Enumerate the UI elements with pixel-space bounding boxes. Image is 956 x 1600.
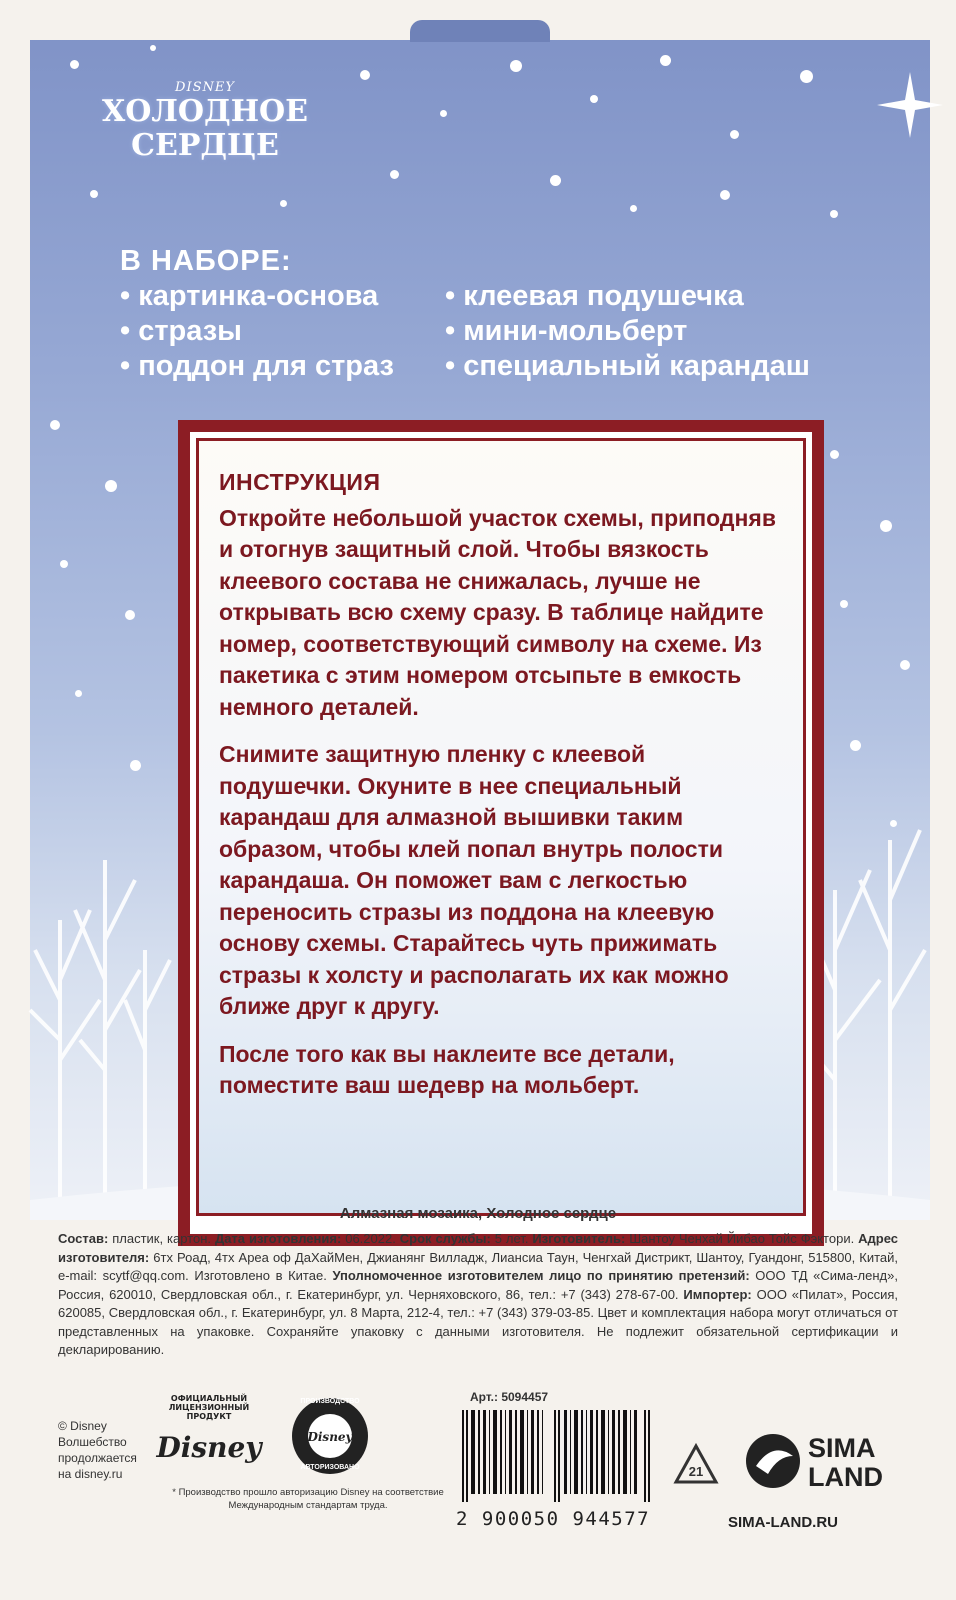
sima-logo-line1: SIMA: [808, 1433, 876, 1463]
legal-label: Импортер:: [683, 1286, 752, 1302]
brand-title-line1: ХОЛОДНОЕ: [101, 94, 309, 129]
product-name: Алмазная мозаика, Холодное сердце: [339, 1205, 617, 1222]
article-number: Арт.: 5094457: [470, 1390, 549, 1404]
star-icon: [875, 70, 945, 140]
disney-logo-icon: [156, 1421, 262, 1471]
kit-item: • мини-мольберт: [445, 315, 865, 348]
seal-top-text: ПРОИЗВОДСТВО: [300, 1398, 360, 1405]
sima-logo-line2: LAND: [808, 1462, 883, 1492]
barcode: [458, 1410, 658, 1502]
package-front-panel: [30, 0, 930, 1220]
legal-value: Шантоу Ченхай Йибао Тойс Фэктори.: [625, 1231, 859, 1246]
kit-item: • картинка-основа: [120, 280, 445, 313]
instruction-title: ИНСТРУКЦИЯ: [219, 469, 381, 495]
legal-value: пластик, картон.: [108, 1231, 215, 1246]
instruction-paragraph: После того как вы наклеите все детали, поместите ваш шедевр на мольберт.: [219, 1040, 675, 1098]
legal-text: [58, 1230, 898, 1360]
instruction-frame: [178, 420, 824, 1246]
svg-text:Disney: Disney: [307, 1430, 353, 1444]
legal-label: Срок службы:: [399, 1231, 491, 1246]
legal-label: Изготовитель:: [532, 1231, 626, 1246]
kit-item: • клеевая подушечка: [445, 280, 865, 313]
svg-text:Disney: Disney: [156, 1431, 262, 1464]
seal-bottom-text: АВТОРИЗОВАНО: [300, 1464, 360, 1471]
product-info: [58, 1205, 898, 1360]
legal-label: Уполномоченное изготовителем лицо по принятию претензий:: [332, 1268, 750, 1283]
brand-title-line2: СЕРДЦЕ: [131, 128, 279, 163]
legal-value: ООО «Пилат», Россия, 620085, Свердловская обл., г. Екатеринбург, ул. 8 Марта, 212-4, тел.: +7 (343) 379-03-85. Цвет и комплектация набора могут отличаться от представленных на упаковке. Сохраняйте упаковку с данными изготовителя. Не подлежит обязательной сертификации и декларированию.: [58, 1286, 898, 1357]
license-badge: [156, 1394, 262, 1474]
recycle-icon: [670, 1442, 722, 1494]
legal-label: Адрес изготовителя:: [58, 1231, 898, 1265]
kit-item: • стразы: [120, 315, 445, 348]
kit-heading: В НАБОРЕ:: [120, 245, 292, 277]
kit-item: • поддон для страз: [120, 350, 445, 383]
legal-label: Дата изготовления:: [214, 1231, 342, 1246]
disney-label: DISNEY: [175, 80, 235, 95]
barcode-number: 2 900050 944577: [456, 1508, 651, 1530]
logos-row: [58, 1390, 898, 1570]
kit-item: • специальный карандаш: [445, 350, 865, 383]
legal-value: ООО ТД «Сима-ленд», Россия, 620010, Свердловская обл., г. Екатеринбург, ул. Черняховского, 86, тел.: +7 (343) 278-67-00.: [58, 1268, 898, 1302]
instruction-panel: [196, 438, 806, 1216]
legal-label: Состав:: [58, 1231, 109, 1246]
legal-value: 06.2022.: [341, 1231, 400, 1246]
instruction-paragraph: Снимите защитную пленку с клеевой подушечки. Окуните в нее специальный карандаш для алмазной вышивки таким образом, чтобы клей попал внутрь полости карандаша. Он поможет вам с легкостью переносить стразы из поддона на клеевую основу схемы. Старайтесь чуть прижимать стразы к холсту и располагать их как можно ближе друг к другу.: [219, 741, 729, 1019]
recycle-code: 21: [688, 1464, 704, 1479]
instruction-paragraph: Откройте небольшой участок схемы, приподняв и отогнув защитный слой. Чтобы вязкость клеевого состава не снижалась, лучше не открывать всю схему сразу. В таблице найдите номер, соответствующий символу на схеме. Из пакетика с этим номером отсыпьте в емкость немного деталей.: [219, 504, 776, 720]
authorization-note: * Производство прошло авторизацию Disney на соответствие Международным стандартам труда.: [172, 1487, 444, 1511]
frozen-logo: [90, 80, 320, 163]
hang-tab: [30, 0, 930, 40]
sima-land-logo: [738, 1426, 898, 1496]
copyright-text: © Disney Волшебство продолжается на disney.ru: [58, 1419, 137, 1481]
legal-value: 5 лет.: [490, 1231, 533, 1246]
kit-contents: [120, 245, 865, 383]
sima-land-url: SIMA-LAND.RU: [728, 1514, 838, 1531]
legal-value: 6тх Роад, 4тх Ареа оф ДаХайМен, Джианянг Вилладж, Лиансиа Таун, Ченгхай Дистрикт, Шантоу, Гуандонг, 515800, Китай, e-mail: scytf@qq.com. Изготовлено в Китае.: [58, 1249, 898, 1283]
license-badge-text: ОФИЦИАЛЬНЫЙ ЛИЦЕНЗИОННЫЙ ПРОДУКТ: [168, 1394, 250, 1421]
